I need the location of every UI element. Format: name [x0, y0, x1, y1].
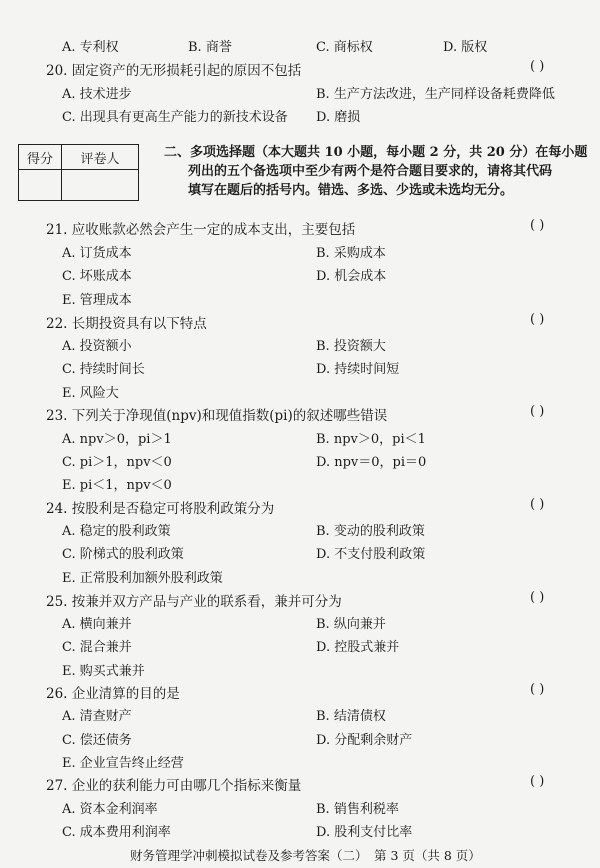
q22-option-a: A. 投资额小	[62, 339, 132, 354]
q21-answer-paren: ( )	[530, 218, 545, 233]
q23-option-e: E. pi＜1，npv＜0	[62, 478, 172, 493]
q22-option-e: E. 风险大	[62, 386, 119, 401]
q26-option-c: C. 偿还债务	[62, 733, 132, 748]
q25-option-b: B. 纵向兼并	[316, 617, 386, 632]
q27-stem: 27. 企业的获利能力可由哪几个指标来衡量	[46, 778, 302, 794]
q20-option-c: C. 出现具有更高生产能力的新技术设备	[62, 110, 288, 125]
q19-option-b: B. 商誉	[188, 40, 232, 55]
q20-option-b: B. 生产方法改进，生产同样设备耗费降低	[316, 87, 555, 102]
q24-answer-paren: ( )	[530, 497, 545, 512]
q24-stem: 24. 按股利是否稳定可将股利政策分为	[46, 501, 275, 517]
q22-answer-paren: ( )	[530, 312, 545, 327]
q24-option-c: C. 阶梯式的股利政策	[62, 547, 184, 562]
score-box	[18, 144, 139, 201]
q24-option-b: B. 变动的股利政策	[316, 524, 425, 539]
q20-option-a: A. 技术进步	[62, 87, 132, 102]
q27-option-b: B. 销售利税率	[316, 802, 399, 817]
q25-answer-paren: ( )	[530, 590, 545, 605]
q25-option-c: C. 混合兼并	[62, 640, 132, 655]
q23-option-b: B. npv＞0，pi＜1	[316, 432, 426, 447]
q21-option-d: D. 机会成本	[316, 269, 387, 284]
q24-option-d: D. 不支付股利政策	[316, 547, 426, 562]
q23-option-a: A. npv＞0，pi＞1	[62, 432, 172, 447]
section2-line3: 填写在题后的括号内。错选、多选、少选或未选均无分。	[188, 183, 514, 198]
q24-option-e: E. 正常股利加额外股利政策	[62, 571, 223, 586]
q25-stem: 25. 按兼并双方产品与产业的联系看，兼并可分为	[46, 594, 342, 610]
q19-option-a: A. 专利权	[62, 40, 119, 55]
q21-option-c: C. 坏账成本	[62, 269, 132, 284]
q23-option-d: D. npv＝0，pi＝0	[316, 455, 427, 470]
q25-option-a: A. 横向兼并	[62, 617, 132, 632]
q26-option-a: A. 清查财产	[62, 709, 132, 724]
section2-line1: 二、多项选择题（本大题共 10 小题，每小题 2 分，共 20 分）在每小题	[164, 145, 588, 160]
q27-answer-paren: ( )	[530, 774, 545, 789]
q21-stem: 21. 应收账款必然会产生一定的成本支出，主要包括	[46, 222, 356, 238]
q26-answer-paren: ( )	[530, 682, 545, 697]
score-label: 得分	[19, 145, 62, 170]
q23-answer-paren: ( )	[530, 404, 545, 419]
footer-page-number: 第 3 页（共 8 页）	[374, 848, 481, 863]
q21-option-a: A. 订货成本	[62, 246, 132, 261]
q26-stem: 26. 企业清算的目的是	[46, 686, 180, 702]
grader-label: 评卷人	[62, 145, 139, 170]
q25-option-d: D. 控股式兼并	[316, 640, 400, 655]
q23-option-c: C. pi＞1，npv＜0	[62, 455, 172, 470]
q22-option-b: B. 投资额大	[316, 339, 386, 354]
q20-answer-paren: ( )	[530, 59, 545, 74]
section2-line2: 列出的五个备选项中至少有两个是符合题目要求的，请将其代码	[188, 164, 553, 179]
q27-option-c: C. 成本费用利润率	[62, 825, 171, 840]
grader-cell	[62, 170, 139, 201]
q26-option-e: E. 企业宣告终止经营	[62, 756, 184, 771]
q21-option-e: E. 管理成本	[62, 293, 132, 308]
q26-option-d: D. 分配剩余财产	[316, 733, 413, 748]
q21-option-b: B. 采购成本	[316, 246, 386, 261]
q20-stem: 20. 固定资产的无形损耗引起的原因不包括	[46, 63, 302, 79]
q24-option-a: A. 稳定的股利政策	[62, 524, 171, 539]
q20-option-d: D. 磨损	[316, 110, 361, 125]
score-cell	[19, 170, 62, 201]
q19-option-c: C. 商标权	[316, 40, 373, 55]
q22-stem: 22. 长期投资具有以下特点	[46, 316, 207, 332]
q23-stem: 23. 下列关于净现值(npv)和现值指数(pi)的叙述哪些错误	[46, 408, 388, 424]
q19-option-d: D. 版权	[443, 40, 488, 55]
q22-option-c: C. 持续时间长	[62, 362, 145, 377]
q22-option-d: D. 持续时间短	[316, 362, 400, 377]
q25-option-e: E. 购买式兼并	[62, 664, 145, 679]
q27-option-d: D. 股利支付比率	[316, 825, 413, 840]
q27-option-a: A. 资本金利润率	[62, 802, 158, 817]
footer-title: 财务管理学冲刺模拟试卷及参考答案（二）	[130, 848, 368, 863]
q26-option-b: B. 结清债权	[316, 709, 386, 724]
